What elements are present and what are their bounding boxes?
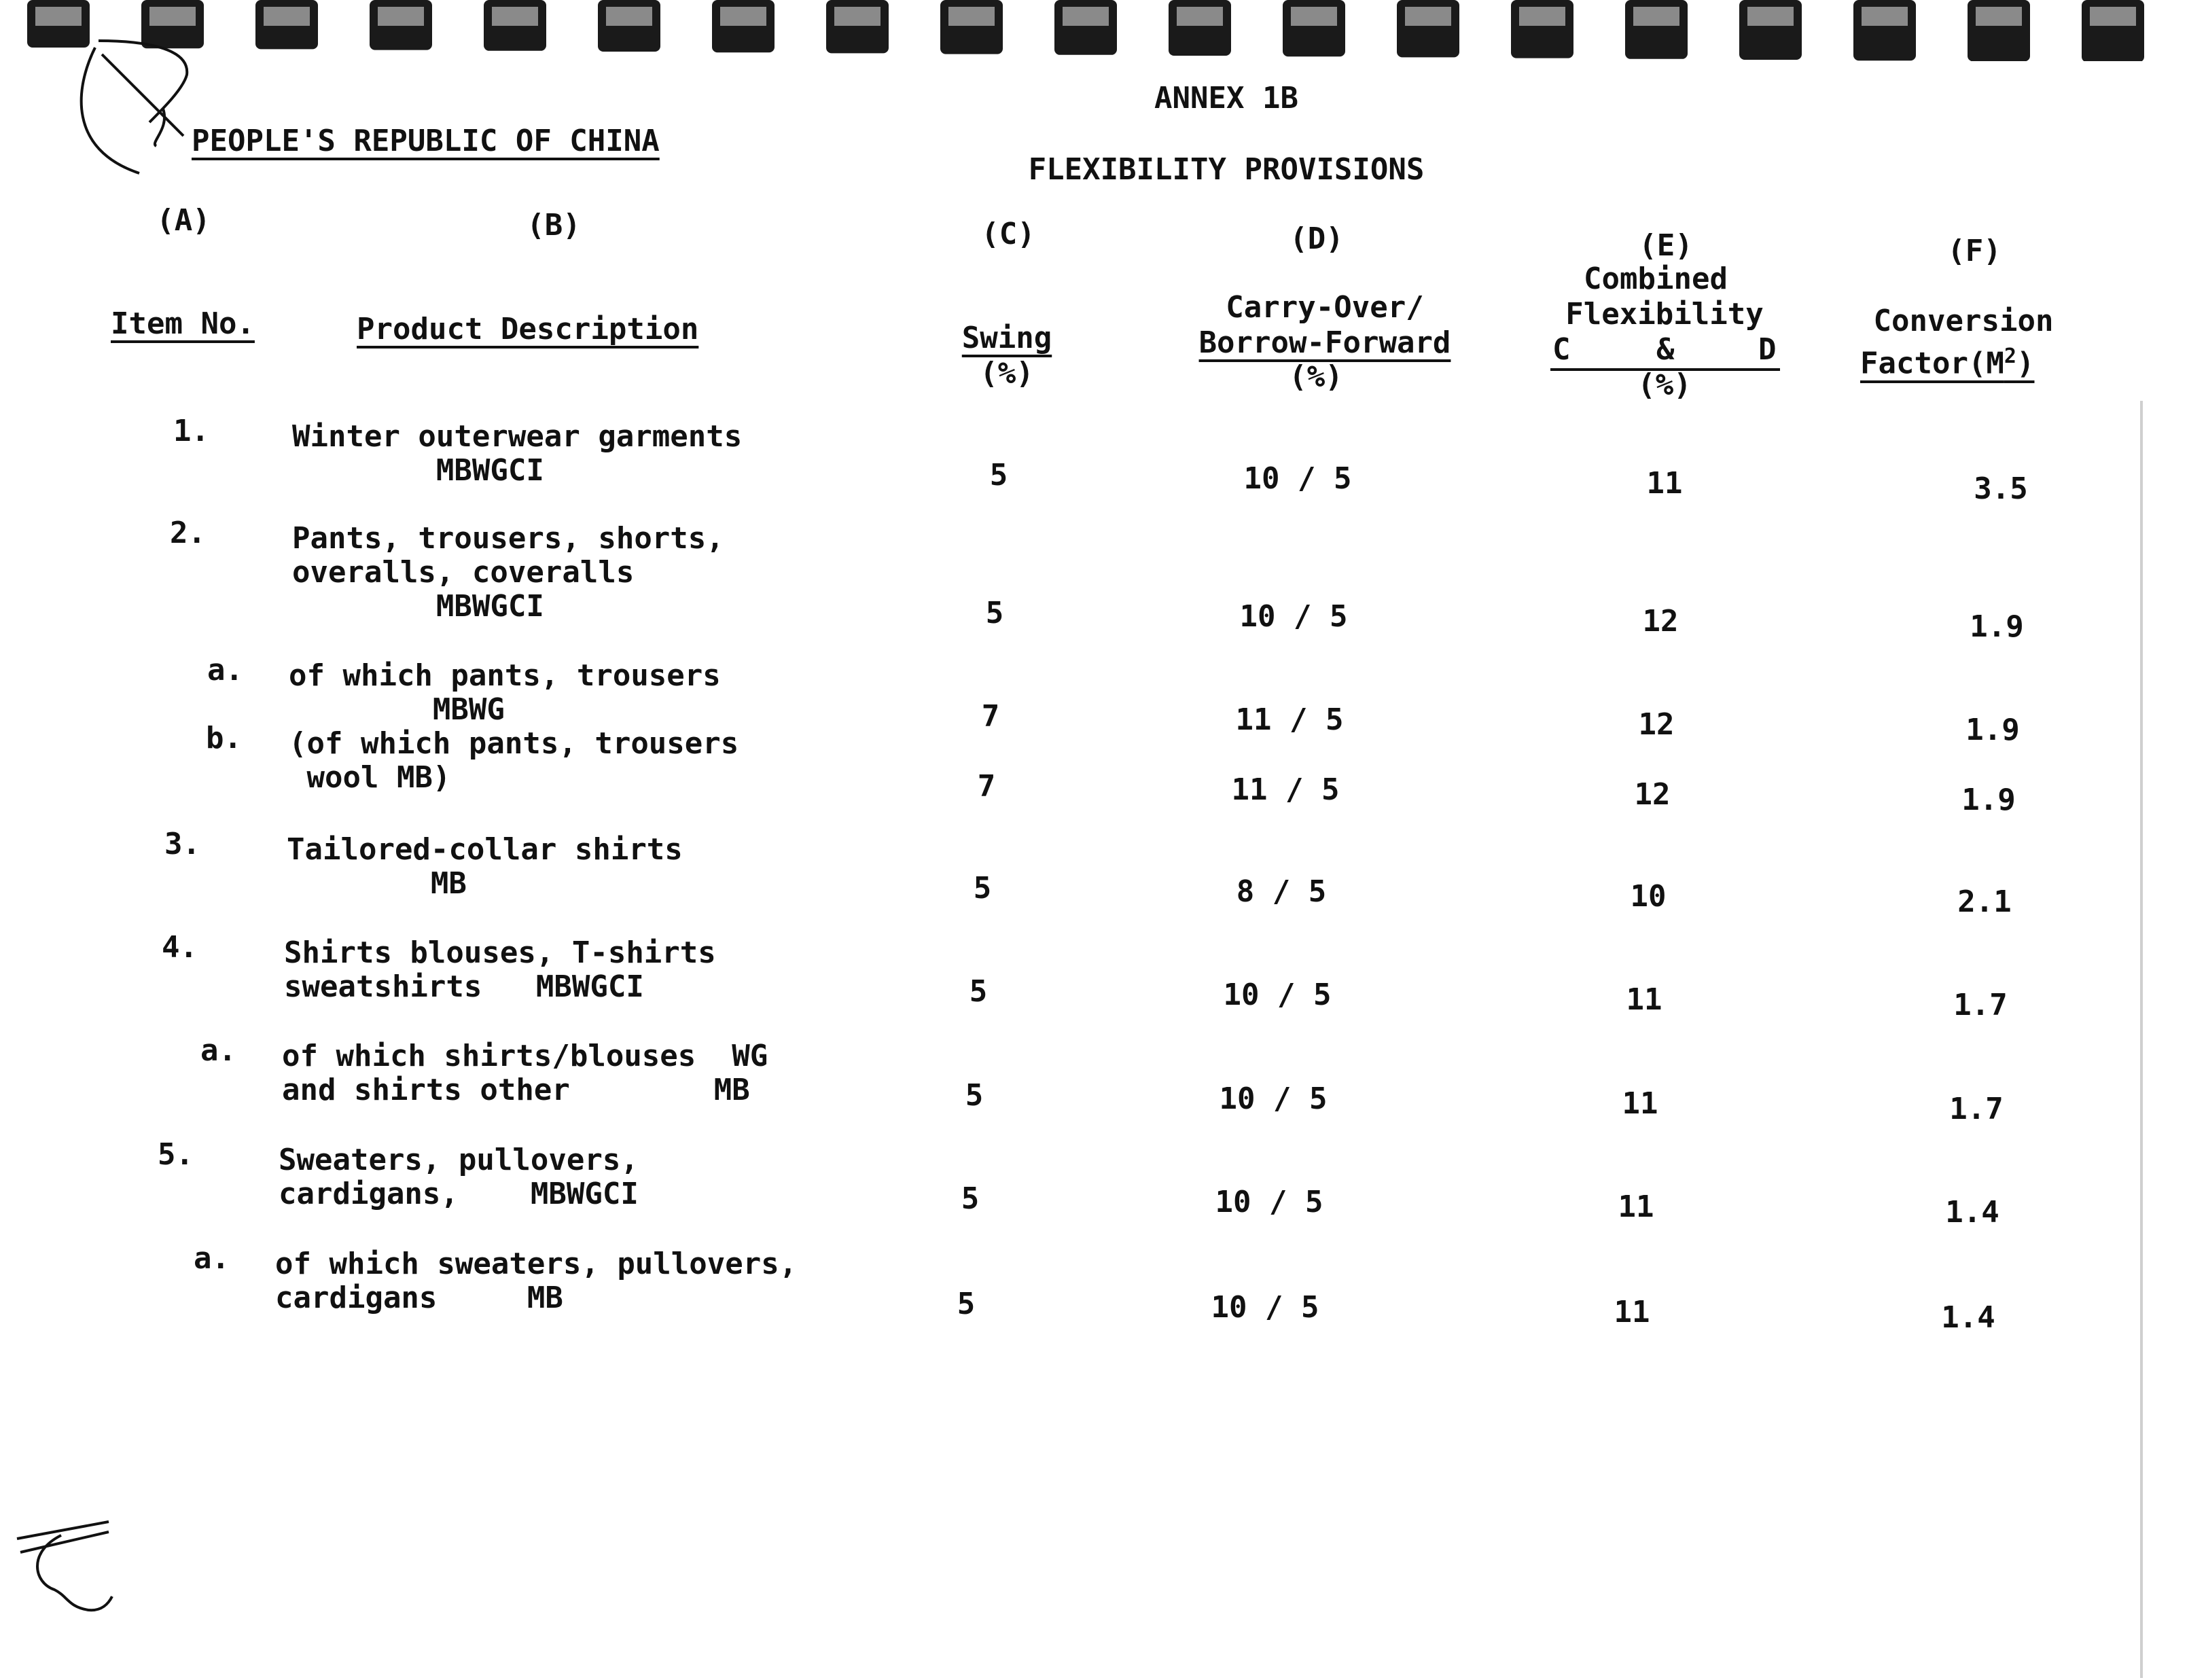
row-carry-over: 8 / 5: [1236, 874, 1327, 909]
spiral-binding: [0, 0, 2206, 61]
row-description-line: MBWGCI: [292, 453, 544, 488]
binding-ring-highlight: [492, 7, 538, 26]
row-combined: 12: [1638, 707, 1675, 742]
row-description-line: of which pants, trousers: [289, 658, 721, 693]
binding-ring-highlight: [2090, 7, 2136, 26]
header-carry-over-line2: Borrow-Forward: [1198, 325, 1451, 360]
row-carry-over: 10 / 5: [1219, 1082, 1328, 1116]
header-swing-unit: (%): [980, 356, 1034, 391]
row-description-line: wool MB): [289, 760, 451, 795]
binding-ring-highlight: [834, 7, 880, 26]
binding-ring-highlight: [1177, 7, 1223, 26]
header-product-description: Product Description: [357, 312, 699, 346]
row-item-number: a.: [207, 653, 243, 687]
row-item-number: 1.: [173, 414, 209, 448]
row-conversion-factor: 1.7: [1949, 1092, 2004, 1126]
header-combined-line2: Flexibility: [1565, 297, 1764, 332]
header-conversion-line2: $Factor(M^2)$: [1860, 344, 2035, 381]
binding-ring-highlight: [35, 7, 82, 26]
row-conversion-factor: 1.9: [1965, 713, 2020, 747]
row-swing: 5: [969, 974, 988, 1009]
binding-ring-highlight: [1747, 7, 1794, 26]
binding-ring-highlight: [1405, 7, 1451, 26]
header-combined-unit: (%): [1637, 368, 1692, 402]
header-combined-d: D: [1758, 332, 1777, 367]
header-combined-c: C: [1552, 332, 1571, 367]
row-conversion-factor: 1.7: [1953, 988, 2008, 1022]
row-description-line: of which sweaters, pullovers,: [275, 1247, 798, 1281]
row-item-number: a.: [200, 1033, 236, 1068]
column-letter-e: (E): [1639, 228, 1693, 263]
header-swing: Swing: [961, 321, 1052, 355]
column-letter-d: (D): [1289, 221, 1344, 256]
row-item-number: b.: [206, 721, 242, 755]
header-item-no: Item No.: [111, 306, 255, 341]
header-combined-amp: &: [1656, 332, 1675, 367]
row-description-line: and shirts other MB: [282, 1073, 750, 1107]
row-description-line: MBWGCI: [292, 589, 544, 624]
handwritten-mark-bottom: [14, 1515, 115, 1624]
row-conversion-factor: 3.5: [1974, 471, 2028, 506]
row-combined: 11: [1646, 466, 1683, 501]
row-conversion-factor: 1.9: [1970, 609, 2024, 644]
row-swing: 5: [965, 1078, 984, 1113]
row-carry-over: 10 / 5: [1211, 1290, 1319, 1325]
header-combined-line1: Combined: [1584, 262, 1728, 296]
binding-ring-highlight: [720, 7, 766, 26]
binding-ring-highlight: [948, 7, 995, 26]
handwritten-mark-top: [68, 27, 204, 183]
row-description-line: Pants, trousers, shorts,: [292, 521, 724, 556]
row-description-line: Tailored-collar shirts: [287, 832, 683, 867]
row-item-number: 4.: [162, 930, 198, 965]
row-combined: 10: [1630, 879, 1667, 914]
row-conversion-factor: 2.1: [1957, 884, 2012, 919]
column-letter-f: (F): [1947, 234, 2002, 268]
row-item-number: 5.: [158, 1137, 194, 1172]
row-description-line: Sweaters, pullovers,: [279, 1143, 639, 1177]
row-swing: 5: [961, 1181, 980, 1216]
header-carry-over-line1: Carry-Over/: [1226, 290, 1424, 325]
row-conversion-factor: 1.4: [1941, 1300, 1995, 1335]
header-carry-over-unit: (%): [1289, 359, 1343, 394]
row-combined: 11: [1622, 1086, 1658, 1121]
country-title: PEOPLE'S REPUBLIC OF CHINA: [192, 124, 660, 158]
row-swing: 7: [977, 769, 996, 804]
binding-ring-highlight: [1291, 7, 1337, 26]
row-swing: 5: [985, 596, 1004, 630]
binding-ring-highlight: [1063, 7, 1109, 26]
column-letter-a: (A): [156, 203, 211, 238]
binding-ring-highlight: [378, 7, 424, 26]
binding-ring-highlight: [1862, 7, 1908, 26]
row-combined: 11: [1618, 1190, 1654, 1224]
row-description-line: (of which pants, trousers: [289, 726, 739, 761]
row-combined: 12: [1634, 777, 1671, 812]
row-description-line: overalls, coveralls: [292, 555, 635, 590]
row-swing: 5: [957, 1287, 976, 1321]
row-swing: 5: [973, 871, 992, 906]
row-description-line: MB: [287, 866, 467, 901]
row-item-number: a.: [194, 1241, 230, 1276]
annex-label: ANNEX 1B: [1154, 81, 1298, 115]
row-conversion-factor: 1.4: [1945, 1195, 1999, 1230]
row-combined: 11: [1626, 982, 1662, 1017]
row-carry-over: 10 / 5: [1243, 461, 1352, 496]
row-conversion-factor: 1.9: [1961, 783, 2016, 817]
row-description-line: cardigans MB: [275, 1281, 563, 1315]
document-title: FLEXIBILITY PROVISIONS: [1028, 152, 1425, 187]
row-combined: 12: [1642, 604, 1679, 639]
column-letter-c: (C): [981, 217, 1035, 251]
binding-ring-highlight: [1519, 7, 1565, 26]
row-item-number: 2.: [170, 516, 206, 550]
row-description-line: cardigans, MBWGCI: [279, 1177, 639, 1211]
binding-ring-highlight: [149, 7, 196, 26]
row-description-line: MBWG: [289, 692, 505, 727]
column-letter-b: (B): [527, 208, 581, 243]
row-carry-over: 10 / 5: [1215, 1185, 1323, 1219]
row-description-line: of which shirts/blouses WG: [282, 1039, 768, 1073]
row-carry-over: 11 / 5: [1231, 772, 1340, 807]
row-description-line: Shirts blouses, T-shirts: [284, 935, 716, 970]
row-carry-over: 10 / 5: [1223, 978, 1332, 1012]
binding-ring-highlight: [1976, 7, 2022, 26]
row-item-number: 3.: [164, 827, 200, 861]
row-swing: 5: [989, 458, 1008, 493]
header-conversion-line1: Conversion: [1873, 304, 2054, 338]
binding-ring-highlight: [606, 7, 652, 26]
row-description-line: sweatshirts MBWGCI: [284, 969, 644, 1004]
row-description-line: Winter outerwear garments: [292, 419, 743, 454]
row-carry-over: 11 / 5: [1235, 702, 1344, 737]
row-swing: 7: [981, 699, 1000, 734]
row-carry-over: 10 / 5: [1239, 599, 1348, 634]
binding-ring-highlight: [1633, 7, 1679, 26]
page-edge-line: [2140, 401, 2143, 1678]
binding-ring-highlight: [264, 7, 310, 26]
row-combined: 11: [1614, 1295, 1650, 1329]
